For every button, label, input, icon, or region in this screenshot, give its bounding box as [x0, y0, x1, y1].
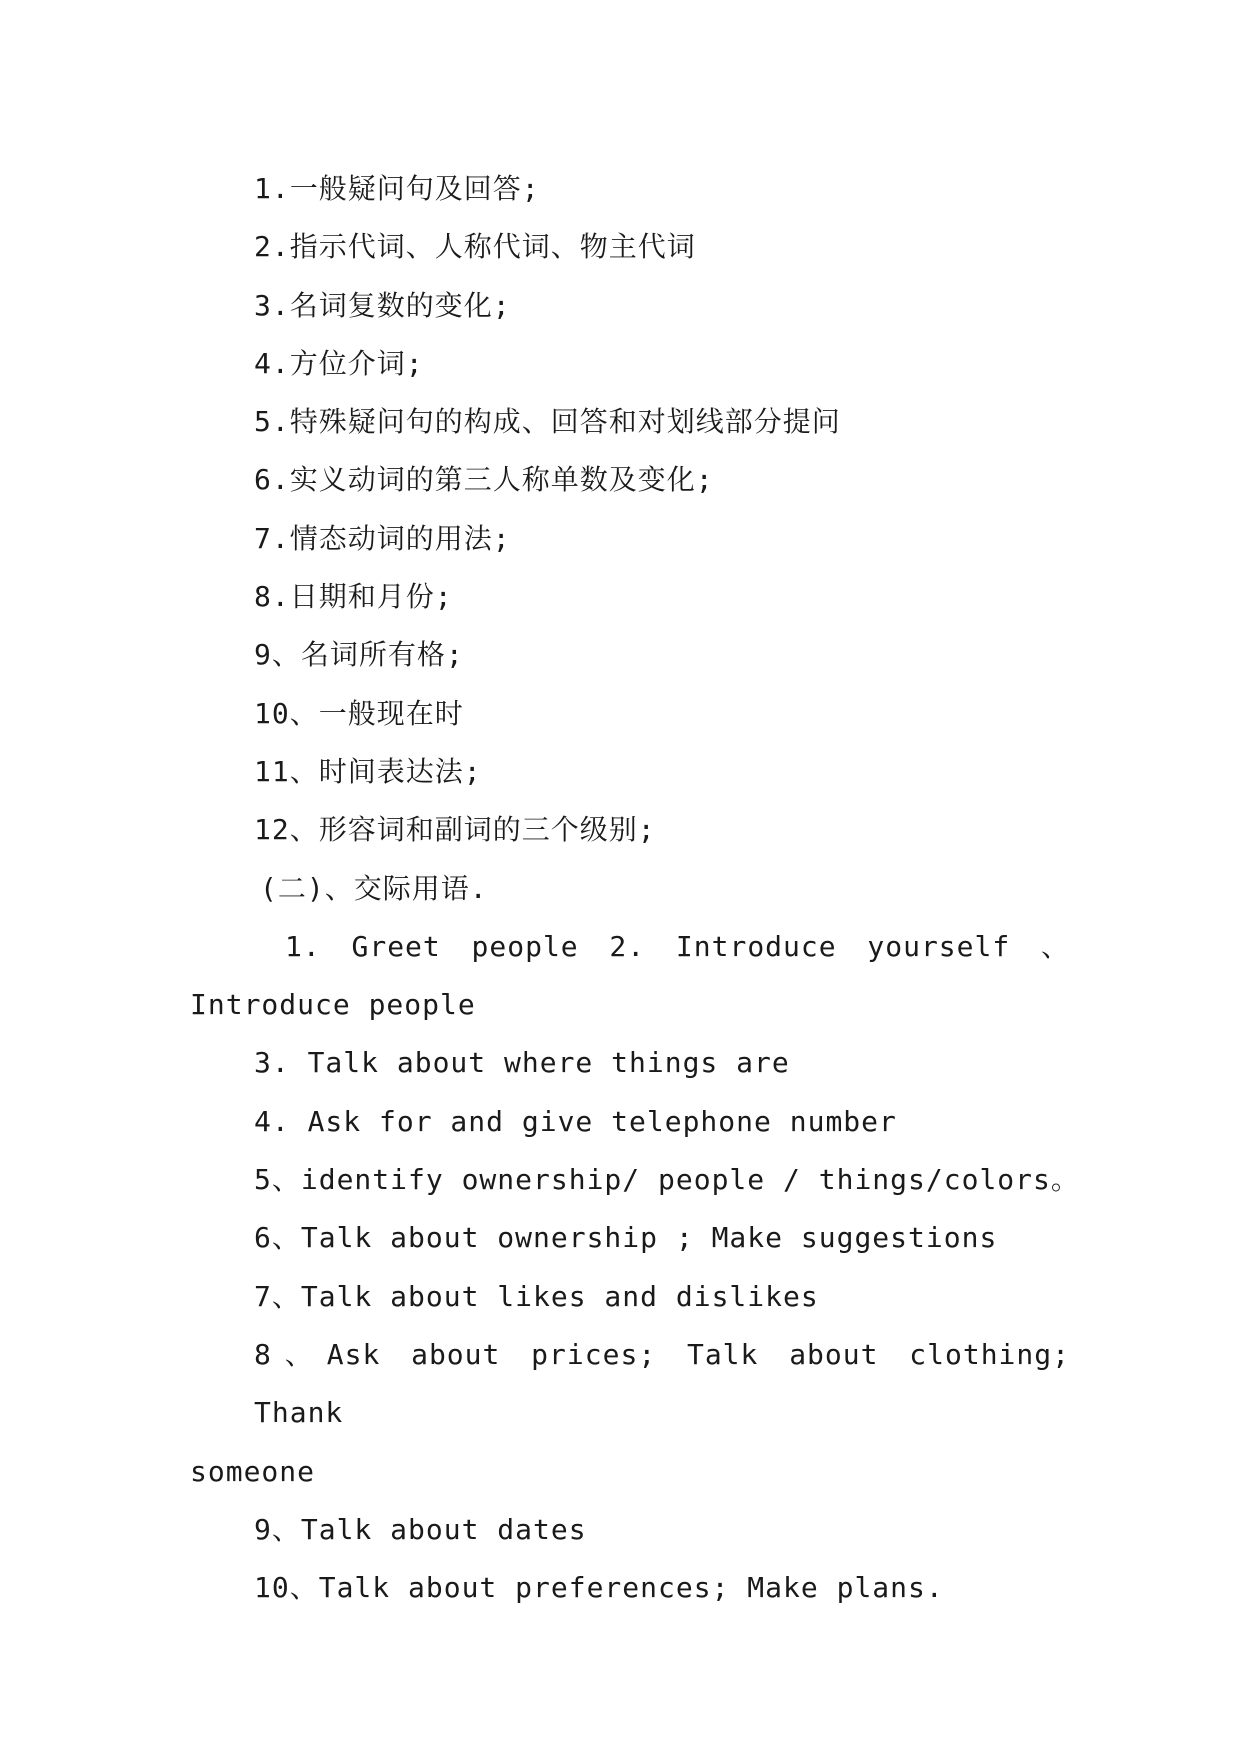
communication-item-5: 5、identify ownership/ people / things/colors。	[254, 1163, 1080, 1197]
communication-item-8-continued: someone	[190, 1454, 316, 1488]
grammar-item-11: 11、时间表达法;	[254, 754, 482, 788]
document-body	[190, 160, 1080, 1617]
communication-item-10: 10、Talk about preferences; Make plans.	[254, 1571, 944, 1605]
communication-item-9: 9、Talk about dates	[254, 1512, 587, 1546]
grammar-item-5: 5.特殊疑问句的构成、回答和对划线部分提问	[254, 405, 841, 439]
grammar-item-10: 10、一般现在时	[254, 696, 464, 730]
communication-item-1-2: 1. Greet people 2. Introduce yourself 、	[285, 929, 1070, 963]
grammar-item-4: 4.方位介词;	[254, 346, 424, 380]
communication-item-3: 3. Talk about where things are	[254, 1046, 790, 1080]
grammar-item-1: 1.一般疑问句及回答;	[254, 172, 540, 205]
section-heading: (二)、交际用语.	[260, 871, 488, 905]
grammar-item-6: 6.实义动词的第三人称单数及变化;	[254, 463, 714, 497]
communication-item-6: 6、Talk about ownership ; Make suggestions	[254, 1221, 998, 1255]
grammar-item-12: 12、形容词和副词的三个级别;	[254, 813, 656, 847]
communication-item-4: 4. Ask for and give telephone number	[254, 1104, 897, 1138]
grammar-item-8: 8.日期和月份;	[254, 580, 453, 614]
communication-item-1-2-continued: Introduce people	[190, 988, 476, 1022]
grammar-item-9: 9、名词所有格;	[254, 638, 464, 672]
grammar-item-3: 3.名词复数的变化;	[254, 288, 511, 322]
communication-item-8: 8、Ask about prices; Talk about clothing; Thank	[254, 1337, 1070, 1430]
grammar-item-2: 2.指示代词、人称代词、物主代词	[254, 230, 696, 264]
communication-item-7: 7、Talk about likes and dislikes	[254, 1279, 819, 1313]
grammar-item-7: 7.情态动词的用法;	[254, 521, 511, 555]
